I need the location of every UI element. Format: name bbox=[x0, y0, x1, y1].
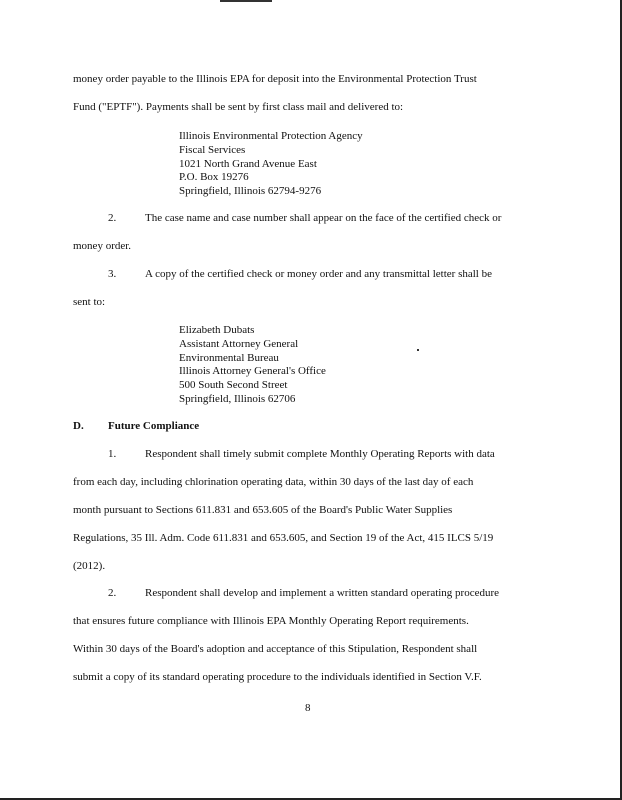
paragraph-line: that ensures future compliance with Illinois EPA Monthly Operating Report requirements. bbox=[73, 615, 469, 627]
paragraph-line: from each day, including chlorination operating data, within 30 days of the last day of each bbox=[73, 476, 474, 488]
address-line: 1021 North Grand Avenue East bbox=[179, 157, 317, 170]
paragraph-line: Respondent shall develop and implement a written standard operating procedure bbox=[145, 587, 500, 599]
ag-address-block bbox=[179, 324, 326, 407]
address-line: Illinois Attorney General's Office bbox=[179, 365, 326, 378]
paragraph-line: (2012). bbox=[73, 560, 106, 572]
scan-speck bbox=[417, 349, 419, 351]
epa-address-block bbox=[179, 130, 363, 199]
item-number: 1. bbox=[108, 448, 117, 460]
paragraph-line: Fund ("EPTF"). Payments shall be sent by first class mail and delivered to: bbox=[73, 101, 404, 113]
address-line: 500 South Second Street bbox=[179, 379, 288, 392]
paragraph-line: Regulations, 35 Ill. Adm. Code 611.831 and 653.605, and Section 19 of the Act, 415 ILCS 5/19 bbox=[73, 532, 494, 544]
address-line: Fiscal Services bbox=[179, 143, 246, 156]
item-number: 3. bbox=[108, 268, 117, 280]
address-line: Assistant Attorney General bbox=[179, 337, 299, 350]
paragraph-line: sent to: bbox=[73, 296, 106, 308]
section-letter: D. bbox=[73, 420, 84, 432]
paragraph-line: submit a copy of its standard operating procedure to the individuals identified in Section V.F. bbox=[73, 671, 482, 683]
paragraph-line: month pursuant to Sections 611.831 and 653.605 of the Board's Public Water Supplies bbox=[73, 504, 453, 516]
address-line: Environmental Bureau bbox=[179, 351, 279, 364]
address-line: Illinois Environmental Protection Agency bbox=[179, 130, 363, 142]
paragraph-line: money order. bbox=[73, 240, 132, 252]
paragraph-line: Within 30 days of the Board's adoption and acceptance of this Stipulation, Respondent shall bbox=[73, 643, 478, 655]
address-line: Elizabeth Dubats bbox=[179, 324, 255, 336]
address-line: Springfield, Illinois 62706 bbox=[179, 392, 296, 405]
item-number: 2. bbox=[108, 212, 117, 224]
paragraph-line: money order payable to the Illinois EPA for deposit into the Environmental Protection Trust bbox=[73, 73, 477, 85]
paragraph-line: The case name and case number shall appear on the face of the certified check or bbox=[145, 212, 502, 224]
page-number: 8 bbox=[305, 702, 311, 714]
scan-mark bbox=[220, 0, 272, 2]
address-line: P.O. Box 19276 bbox=[179, 171, 249, 184]
item-number: 2. bbox=[108, 587, 117, 599]
paragraph-line: Respondent shall timely submit complete Monthly Operating Reports with data bbox=[145, 448, 495, 460]
section-heading: Future Compliance bbox=[108, 420, 200, 432]
address-line: Springfield, Illinois 62794-9276 bbox=[179, 185, 322, 198]
paragraph-line: A copy of the certified check or money order and any transmittal letter shall be bbox=[145, 268, 492, 280]
